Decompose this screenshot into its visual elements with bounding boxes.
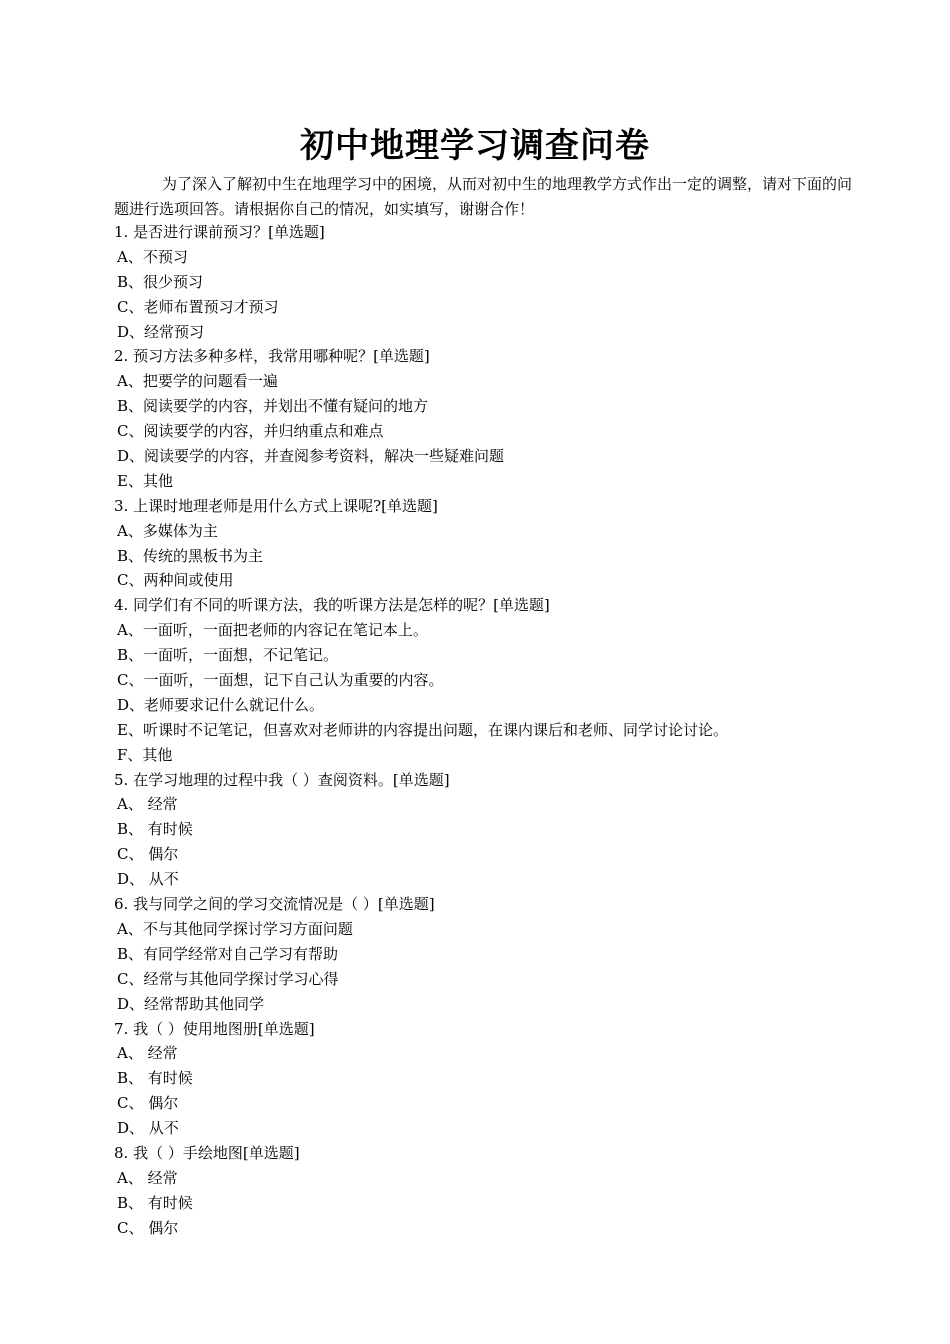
answer-option: D、 从不 xyxy=(117,1119,179,1138)
answer-option: C、老师布置预习才预习 xyxy=(117,297,279,316)
answer-option: D、阅读要学的内容，并查阅参考资料，解决一些疑难问题 xyxy=(117,447,505,466)
answer-option: C、 偶尔 xyxy=(117,845,179,864)
answer-option: A、多媒体为主 xyxy=(117,521,218,540)
question-text: 4. 同学们有不同的听课方法，我的听课方法是怎样的呢？[单选题] xyxy=(114,596,550,615)
answer-option: C、经常与其他同学探讨学习心得 xyxy=(117,969,339,988)
question-text: 5. 在学习地理的过程中我（ ）查阅资料。[单选题] xyxy=(114,770,450,789)
answer-option: E、其他 xyxy=(117,471,173,490)
question-text: 8. 我（ ）手绘地图[单选题] xyxy=(114,1143,300,1162)
question-text: 1. 是否进行课前预习？[单选题] xyxy=(114,223,325,241)
question-text: 7. 我（ ）使用地图册[单选题] xyxy=(114,1019,315,1038)
answer-option: C、一面听，一面想，记下自己认为重要的内容。 xyxy=(117,671,444,690)
document-title: 初中地理学习调查问卷 xyxy=(300,126,650,166)
answer-option: A、不预习 xyxy=(117,247,188,266)
answer-option: C、 偶尔 xyxy=(117,1094,179,1113)
question-list xyxy=(114,220,874,1241)
answer-option: E、听课时不记笔记，但喜欢对老师讲的内容提出问题，在课内课后和老师、同学讨论讨论。 xyxy=(117,720,728,739)
answer-option: B、很少预习 xyxy=(117,272,204,291)
answer-option: B、一面听，一面想，不记笔记。 xyxy=(117,646,339,665)
answer-option: A、 经常 xyxy=(117,1044,178,1063)
answer-option: D、老师要求记什么就记什么。 xyxy=(117,695,325,714)
question-text: 6. 我与同学之间的学习交流情况是（ ）[单选题] xyxy=(114,895,435,914)
question-text: 3. 上课时地理老师是用什么方式上课呢?[单选题] xyxy=(114,496,438,515)
answer-option: A、 经常 xyxy=(117,1168,178,1187)
answer-option: B、阅读要学的内容，并划出不懂有疑问的地方 xyxy=(117,397,429,416)
answer-option: D、经常预习 xyxy=(117,322,205,341)
answer-option: C、 偶尔 xyxy=(117,1218,179,1237)
answer-option: A、不与其他同学探讨学习方面问题 xyxy=(117,919,353,938)
answer-option: A、把要学的问题看一遍 xyxy=(117,372,278,391)
answer-option: C、两种间或使用 xyxy=(117,571,234,590)
answer-option: B、 有时候 xyxy=(117,1193,193,1212)
answer-option: B、有同学经常对自己学习有帮助 xyxy=(117,944,339,963)
intro-paragraph: 为了深入了解初中生在地理学习中的困境，从而对初中生的地理教学方式作出一定的调整，请对下面的问题进行选项回答。请根据你自己的情况，如实填写，谢谢合作！ xyxy=(114,175,853,218)
question-text: 2. 预习方法多种多样，我常用哪种呢？[单选题] xyxy=(114,347,430,366)
answer-option: B、 有时候 xyxy=(117,820,193,839)
answer-option: F、其他 xyxy=(117,745,173,764)
answer-option: B、传统的黑板书为主 xyxy=(117,546,264,565)
answer-option: D、 从不 xyxy=(117,870,179,889)
answer-option: A、一面听，一面把老师的内容记在笔记本上。 xyxy=(117,621,428,640)
answer-option: D、经常帮助其他同学 xyxy=(117,994,265,1013)
answer-option: A、 经常 xyxy=(117,795,178,814)
answer-option: B、 有时候 xyxy=(117,1069,193,1088)
answer-option: C、阅读要学的内容，并归纳重点和难点 xyxy=(117,422,384,441)
